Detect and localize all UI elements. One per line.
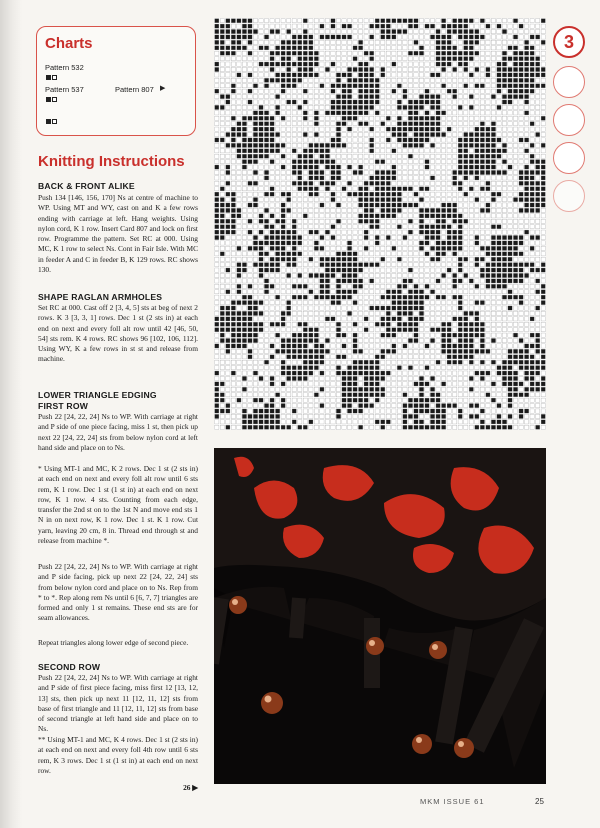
raglan-heading: SHAPE RAGLAN ARMHOLES <box>38 292 163 302</box>
chart-ref-807: Pattern 807 <box>115 85 154 94</box>
page-number: 25 <box>535 797 544 806</box>
second-row-text-1: Push 22 [24, 22, 24] Ns to WP. With carriage at right and P side of first piece facing, miss first 12 [13, 12, 13] sts, then pick up next 11 [12, 11, 12] sts from base of first triangle and 11 [12, 11, 12] sts from base of second triangle at left hand side and place on to Ns. <box>38 673 198 734</box>
raglan-text: Set RC at 000. Cast off 2 [3, 4, 5] sts at beg of next 2 rows. K 3 [3, 3, 1] rows. Dec 1 st (2 sts in) at each end on next and every foll alt row until 42 [46, 50, 54] sts rem. K 4 rows. RC shows 96 [102, 106, 112]. Using WY, K a few rows in st st and release from machine. <box>38 303 198 364</box>
empty-square-icon <box>52 75 57 80</box>
first-row-heading: FIRST ROW <box>38 401 89 411</box>
charts-box <box>36 26 196 136</box>
section-tab-empty[interactable] <box>553 104 585 136</box>
page-gutter-shadow <box>0 0 22 828</box>
pattern-chart-grid <box>214 18 546 430</box>
section-tab-3[interactable] <box>553 26 585 58</box>
edging-heading: LOWER TRIANGLE EDGING <box>38 390 157 400</box>
section-tab-empty[interactable] <box>553 66 585 98</box>
back-front-text: Push 134 [146, 156, 170] Ns at centre of machine to WP. Using MT and WY, cast on and K a few rows ending with carriage at left. Hang weights. Using nylon cord, K 1 row. Insert Card 807 and lock on first row. Programme the pattern. Set RC at 000. Using MC, K 1 row to select Ns. Cont in Fair Isle. With MC in feeder A and C in feeder B, K 129 rows. RC shows 130. <box>38 193 198 275</box>
charts-title: Charts <box>45 35 93 52</box>
back-front-heading: BACK & FRONT ALIKE <box>38 181 135 191</box>
section-tab-empty[interactable] <box>553 142 585 174</box>
footer-magazine: MKM ISSUE 61 <box>420 797 485 806</box>
first-row-text-3: Push 22 [24, 22, 24] Ns to WP. With carriage at right and P side facing, pick up next 22 [24, 22, 24] sts from below nylon cord and place on to Ns. Rep from * to *. Rep along rem Ns until 6 [6, 7, 7] triangles are formed and only 1 st remains. These end sts are for seam allowances. <box>38 562 198 623</box>
pattern-chart-svg <box>214 18 546 430</box>
first-row-text-4: Repeat triangles along lower edge of second piece. <box>38 638 189 647</box>
filled-square-icon <box>46 75 51 80</box>
second-row-heading: SECOND ROW <box>38 662 101 672</box>
section-tab-number: 3 <box>563 32 574 52</box>
empty-square-icon <box>52 119 57 124</box>
empty-square-icon <box>52 97 57 102</box>
right-arrow-icon: ▶ <box>160 85 166 92</box>
garment-photo <box>214 448 546 784</box>
chart-ref-532: Pattern 532 <box>45 63 84 72</box>
filled-square-icon <box>46 119 51 124</box>
continue-page-ref: 26 ▶ <box>183 783 198 792</box>
first-row-text-2: * Using MT-1 and MC, K 2 rows. Dec 1 st (2 sts in) at each end on next and every foll alt row until 6 sts rem, K 1 row. Dec 1 st (1 st in) at each end on next row, K 1 row. 4 sts. Counting from each edge, transfer the 2nd st on to the 1st N and move end sts 1 N in on next row, K 1 row. Dec 1 st. K 1 row. Cut yarn, leaving 20 cm, 8 in. Thread end through st and release from machine *. <box>38 464 198 546</box>
chart-ref-537: Pattern 537 <box>45 85 84 94</box>
section-tab-empty[interactable] <box>553 180 585 212</box>
first-row-text-1: Push 22 [24, 22, 24] Ns to WP. With carriage at right and P side of one piece facing, miss 1 st, then pick up next 22 [24, 22, 24] sts from below nylon cord at left hand side and place on to Ns. <box>38 412 198 452</box>
garment-photo-svg <box>214 448 546 784</box>
second-row-text-2: ** Using MT-1 and MC, K 4 rows. Dec 1 st (2 sts in) at each end on next and every foll 4th row until 6 sts rem, K 3 rows. Dec 1 st (1 st in) at each end on next row. <box>38 735 198 775</box>
instructions-title: Knitting Instructions <box>38 153 185 170</box>
filled-square-icon <box>46 97 51 102</box>
